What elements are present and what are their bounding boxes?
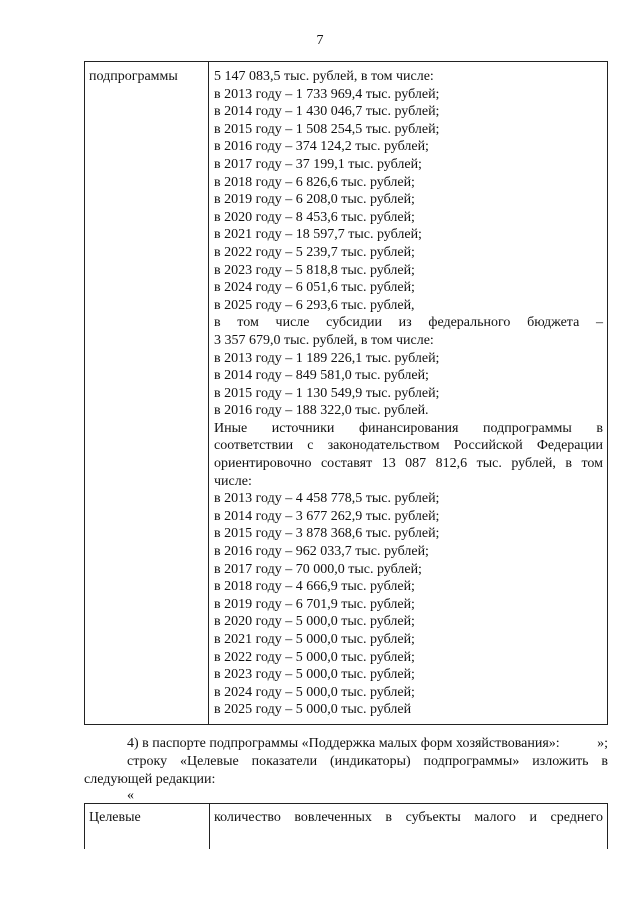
other-sources-text: Иные источники финансирования подпрограммы в bbox=[214, 420, 603, 436]
financing-line: в 2014 году – 849 581,0 тыс. рублей; bbox=[214, 368, 429, 384]
other-sources-lines bbox=[214, 490, 603, 719]
targets-table bbox=[84, 803, 608, 849]
other-sources-text: соответствии с законодательством Российской Федерации bbox=[214, 438, 603, 454]
total-financing-lines bbox=[214, 68, 603, 314]
row-content bbox=[210, 804, 608, 850]
financing-line: в 2016 году – 374 124,2 тыс. рублей; bbox=[214, 139, 429, 155]
federal-subsidy-intro: в том числе субсидии из федерального бюджета – bbox=[214, 315, 603, 331]
financing-line: в 2021 году – 5 000,0 тыс. рублей; bbox=[214, 632, 415, 647]
financing-line: в 2020 году – 8 453,6 тыс. рублей; bbox=[214, 209, 415, 225]
financing-line: в 2019 году – 6 208,0 тыс. рублей; bbox=[214, 192, 415, 208]
table-row bbox=[85, 804, 608, 850]
page-number: 7 bbox=[316, 33, 324, 48]
financing-line: в 2025 году – 5 000,0 тыс. рублей bbox=[214, 702, 412, 718]
financing-line: в 2015 году – 1 130 549,9 тыс. рублей; bbox=[214, 385, 440, 401]
financing-line: в 2018 году – 4 666,9 тыс. рублей; bbox=[214, 579, 415, 595]
financing-line: в 2014 году – 3 677 262,9 тыс. рублей; bbox=[214, 508, 440, 524]
financing-line: в 2024 году – 6 051,6 тыс. рублей; bbox=[214, 280, 415, 296]
financing-line: в 2016 году – 188 322,0 тыс. рублей. bbox=[214, 403, 429, 419]
financing-line: в 2020 году – 5 000,0 тыс. рублей; bbox=[214, 614, 415, 630]
targets-text: количество вовлеченных в субъекты малого и среднего bbox=[214, 810, 603, 825]
financing-line: в 2022 году – 5 000,0 тыс. рублей; bbox=[214, 649, 415, 665]
financing-line: в 2019 году – 6 701,9 тыс. рублей; bbox=[214, 596, 415, 612]
row-label: Целевые bbox=[85, 804, 210, 850]
financing-line: в 2016 году – 962 033,7 тыс. рублей; bbox=[214, 544, 429, 560]
financing-line: в 2018 году – 6 826,6 тыс. рублей; bbox=[214, 174, 415, 190]
paragraph-text: строку «Целевые показатели (индикаторы) подпрограммы» изложить в bbox=[127, 754, 608, 769]
financing-line: в 2017 году – 70 000,0 тыс. рублей; bbox=[214, 561, 422, 577]
financing-line: в 2015 году – 3 878 368,6 тыс. рублей; bbox=[214, 526, 440, 542]
table-row bbox=[85, 62, 608, 725]
paragraph-text: следующей редакции: bbox=[84, 771, 216, 787]
financing-line: в 2014 году – 1 430 046,7 тыс. рублей; bbox=[214, 104, 440, 120]
paragraph-instruction bbox=[84, 753, 608, 788]
financing-line: в 2022 году – 5 239,7 тыс. рублей; bbox=[214, 244, 415, 260]
row-label: подпрограммы bbox=[85, 62, 209, 725]
financing-line: в 2013 году – 4 458 778,5 тыс. рублей; bbox=[214, 491, 440, 507]
other-sources-text: числе: bbox=[214, 473, 252, 489]
financing-line: в 2021 году – 18 597,7 тыс. рублей; bbox=[214, 227, 422, 243]
financing-content bbox=[209, 62, 608, 725]
financing-line: в 2013 году – 1 189 226,1 тыс. рублей; bbox=[214, 350, 440, 366]
financing-line: в 2015 году – 1 508 254,5 тыс. рублей; bbox=[214, 121, 440, 137]
financing-line: в 2023 году – 5 818,8 тыс. рублей; bbox=[214, 262, 415, 278]
federal-subsidy-total: 3 357 679,0 тыс. рублей, в том числе: bbox=[214, 332, 434, 348]
financing-line: в 2013 году – 1 733 969,4 тыс. рублей; bbox=[214, 86, 440, 102]
federal-subsidy-lines bbox=[214, 350, 603, 420]
other-sources-text: ориентировочно составят 13 087 812,6 тыс. рублей, в том bbox=[214, 456, 603, 472]
closing-quote-mark: »; bbox=[597, 736, 608, 751]
financing-line: 5 147 083,5 тыс. рублей, в том числе: bbox=[214, 69, 434, 84]
opening-quote-mark: « bbox=[127, 788, 134, 803]
financing-line: в 2025 году – 6 293,6 тыс. рублей, bbox=[214, 297, 415, 313]
financing-line: в 2023 году – 5 000,0 тыс. рублей; bbox=[214, 667, 415, 683]
financing-line: в 2017 году – 37 199,1 тыс. рублей; bbox=[214, 156, 422, 172]
financing-table bbox=[84, 61, 608, 725]
financing-line: в 2024 году – 5 000,0 тыс. рублей; bbox=[214, 684, 415, 700]
paragraph-item-4 bbox=[84, 735, 608, 753]
paragraph-text: 4) в паспорте подпрограммы «Поддержка малых форм хозяйствования»: bbox=[127, 736, 560, 751]
